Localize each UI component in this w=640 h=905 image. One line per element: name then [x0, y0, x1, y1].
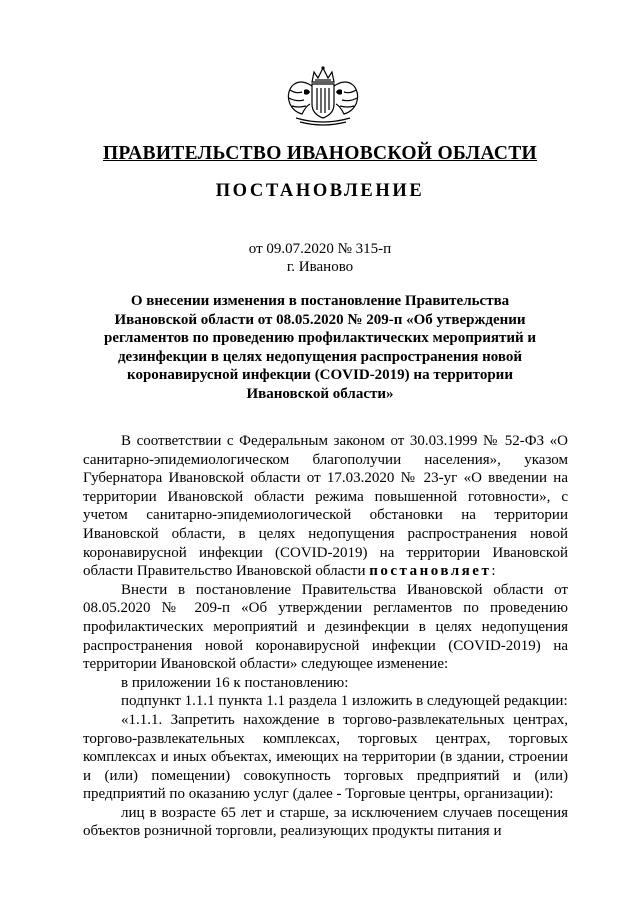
date-number: от 09.07.2020 № 315-п [248, 241, 392, 257]
resolution-body [83, 432, 568, 841]
document-type: ПОСТАНОВЛЕНИЕ [215, 181, 425, 201]
preamble-colon: : [491, 563, 496, 580]
paragraph-subclause: подпункт 1.1.1 пункта 1.1 раздела 1 изложить в следующей редакции: [121, 693, 568, 710]
government-title: ПРАВИТЕЛЬСТВО ИВАНОВСКОЙ ОБЛАСТИ [102, 143, 538, 164]
preamble-text: В соответствии с Федеральным законом от 30.03.1999 № 52-ФЗ «О санитарно-эпидемиологическом благополучии населения», указом Губернатора Ивановской области от 17.03.2020 № 23-уг «О введении на территории Ивановской области режима повышенной готовности», с учетом санитарно-эпидемиологической обстановки на территории Ивановской области, в целях недопущения распространения новой коронавирусной инфекции (COVID-2019) на территории Ивановской области Правительство Ивановской области [83, 433, 568, 580]
city: г. Иваново [286, 259, 354, 275]
paragraph-preamble [83, 432, 568, 581]
paragraph-amendment: Внести в постановление Правительства Ивановской области от 08.05.2020 № 209-п «Об утверждении регламентов по проведению профилактических мероприятий и дезинфекции в целях недопущения распространения новой коронавирусной инфекции (COVID-2019) на территории Ивановской области» следующее изменение: [83, 581, 568, 673]
coat-of-arms-emblem [282, 60, 364, 128]
resolves-keyword: постановляет [369, 563, 492, 580]
paragraph-clause-text: «1.1.1. Запретить нахождение в торгово-развлекательных центрах, торгово-развлекательных комплексах, торговых центрах, торговых комплексах и иных объектах, имеющих на территории (в здании, строении и (или) помещении) совокупность торговых предприятий и (или) предприятий по оказанию услуг (далее - Торговые центры, организации): [83, 711, 568, 803]
resolution-subject: О внесении изменения в постановление Правительства Ивановской области от 08.05.2020 № 209-п «Об утверждении регламентов по проведению профилактических мероприятий и дезинфекции в целях недопущения распространения новой коронавирусной инфекции (COVID-2019) на территории Ивановской области» [103, 293, 536, 402]
paragraph-age-restriction: лиц в возрасте 65 лет и старше, за исключением случаев посещения объектов розничной торговли, реализующих продукты питания и [83, 804, 568, 840]
paragraph-appendix: в приложении 16 к постановлению: [121, 674, 349, 691]
